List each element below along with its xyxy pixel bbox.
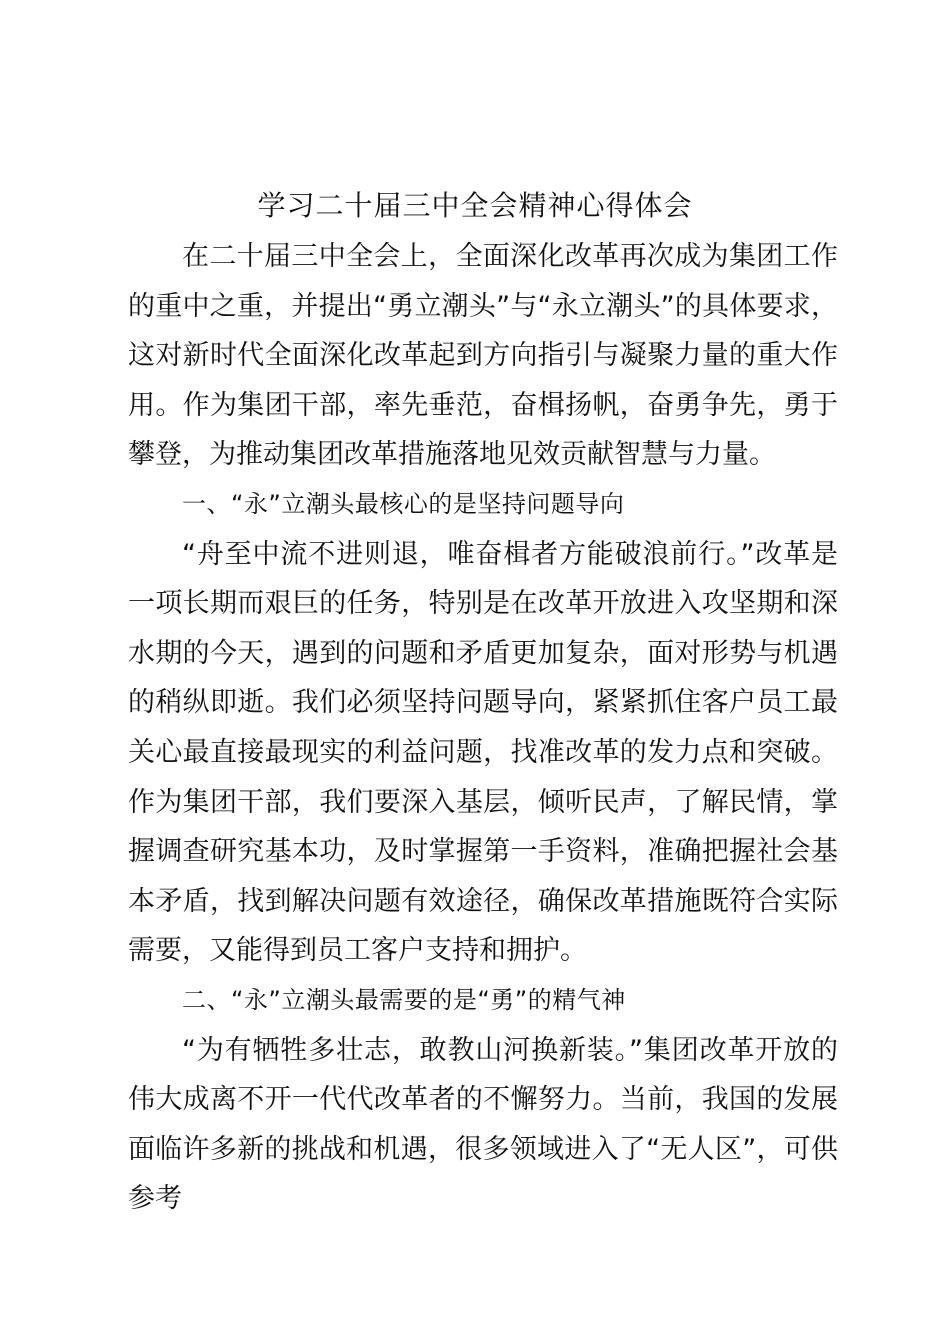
document-body — [128, 232, 838, 1224]
section-heading-1: 一、“永”立潮头最核心的是坚持问题导向 — [182, 489, 625, 518]
paragraph-intro: 在二十届三中全会上，全面深化改革再次成为集团工作的重中之重，并提出“勇立潮头”与“永立潮头”的具体要求，这对新时代全面深化改革起到方向指引与凝聚力量的重大作用。作为集团干部，率先垂范，奋楫扬帆，奋勇争先，勇于攀登，为推动集团改革措施落地见效贡献智慧与力量。 — [128, 241, 838, 471]
paragraph-section-1: “舟至中流不进则退，唯奋楫者方能破浪前行。”改革是一项长期而艰巨的任务，特别是在改革开放进入攻坚期和深水期的今天，遇到的问题和矛盾更加复杂，面对形势与机遇的稍纵即逝。我们必须坚持问题导向，紧紧抓住客户员工最关心最直接最现实的利益问题，找准改革的发力点和突破。作为集团干部，我们要深入基层，倾听民声，了解民情，掌握调查研究基本功，及时掌握第一手资料，准确把握社会基本矛盾，找到解决问题有效途径，确保改革措施既符合实际需要，又能得到员工客户支持和拥护。 — [128, 538, 838, 967]
section-heading-2: 二、“永”立潮头最需要的是“勇”的精气神 — [182, 985, 626, 1014]
paragraph-section-2: “为有牺牲多壮志，敢教山河换新装。”集团改革开放的伟大成离不开一代代改革者的不懈努力。当前，我国的发展面临许多新的挑战和机遇，很多领域进入了“无人区”，可供参考 — [128, 1034, 838, 1215]
document-title: 学习二十届三中全会精神心得体会 — [257, 189, 693, 222]
